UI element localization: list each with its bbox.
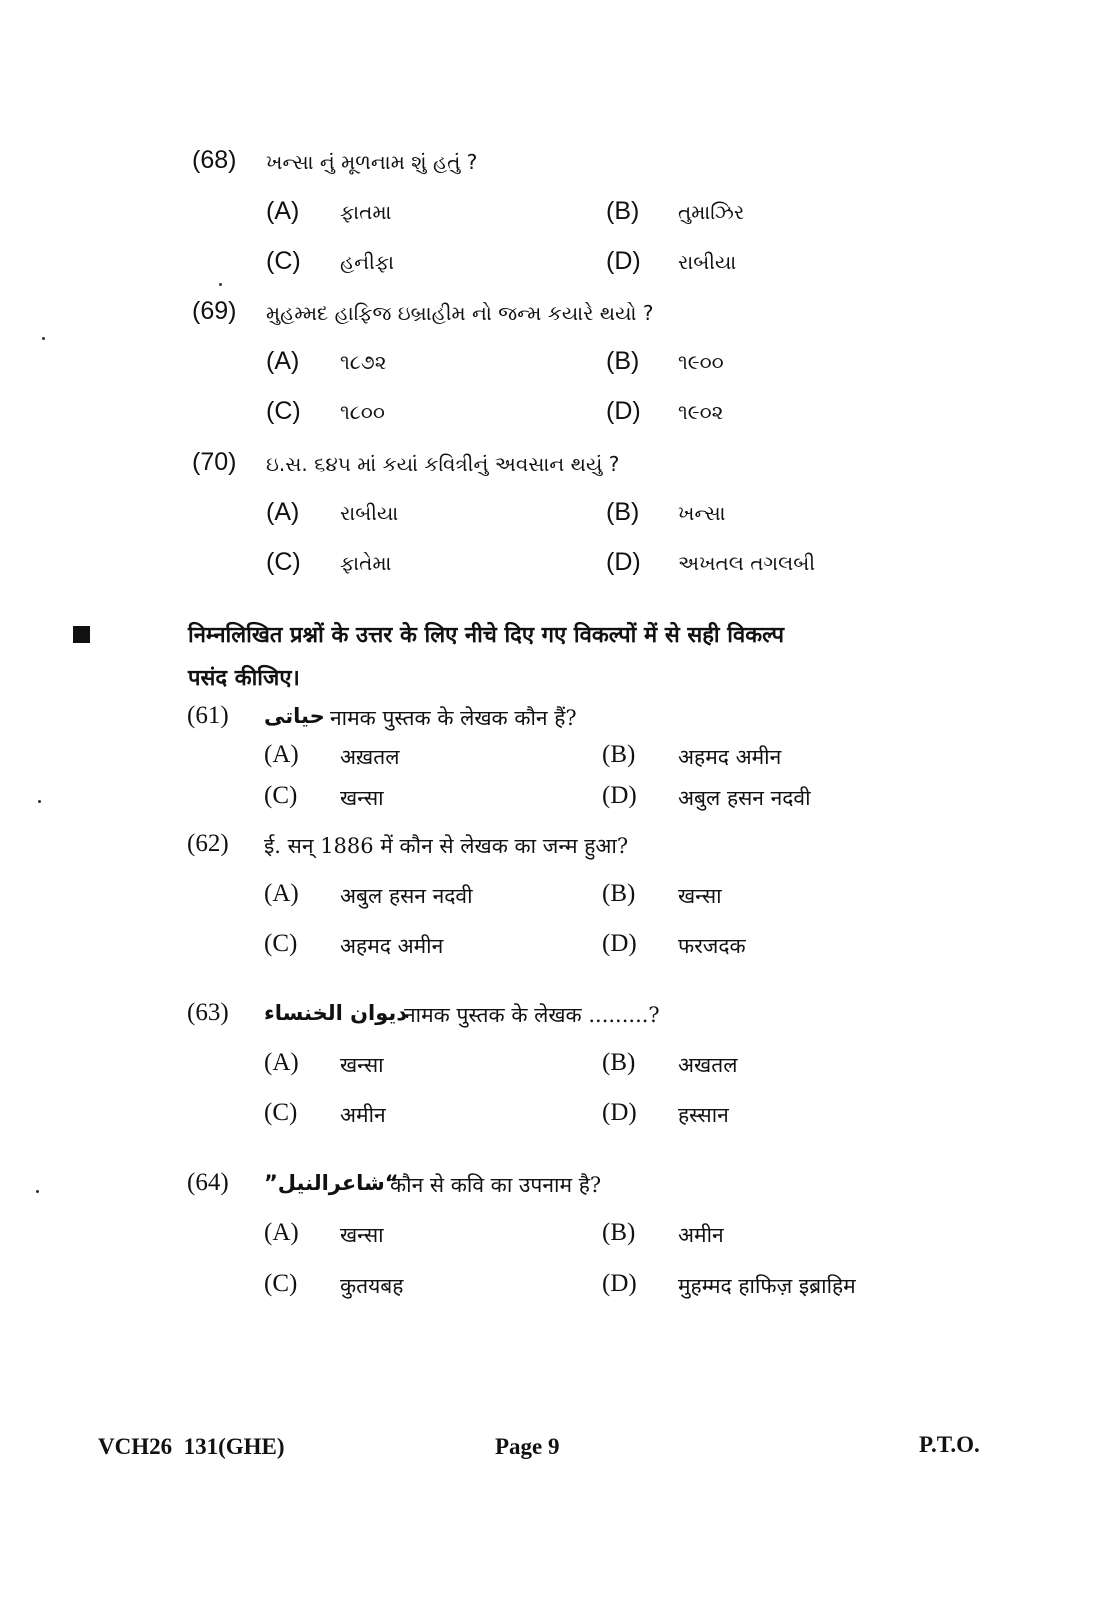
- option-letter: (B): [606, 347, 640, 375]
- option-letter: (A): [264, 1219, 299, 1246]
- option-text: मुहम्मद हाफिज़ इब्राहिम: [678, 1274, 856, 1298]
- question-number: (64): [187, 1169, 229, 1196]
- option-letter: (B): [602, 741, 636, 768]
- option-text: રાબીયા: [678, 250, 737, 274]
- option-letter: (C): [266, 397, 301, 425]
- question-number: (69): [192, 297, 237, 325]
- option-text: हस्सान: [678, 1103, 729, 1127]
- option-text: હનીફા: [340, 250, 395, 274]
- option-text: ૧૮૭૨: [340, 350, 387, 374]
- option-text: खन्सा: [678, 884, 722, 908]
- option-text: खन्सा: [340, 786, 384, 810]
- option-text: अहमद अमीन: [340, 934, 444, 958]
- option-letter: (D): [602, 1099, 637, 1126]
- option-text: अमीन: [340, 1103, 386, 1127]
- option-letter: (D): [606, 247, 641, 275]
- question-number: (63): [187, 999, 229, 1026]
- question-text: મુહમ્મદ હાફિજ ઇબ્રાહીમ નો જન્મ કયારે થયો ?: [266, 301, 654, 325]
- question-number: (70): [192, 448, 237, 476]
- question-number: (62): [187, 830, 229, 857]
- question-text: ઇ.સ. ૬૪૫ માં કયાં કવિત્રીનું અવસાન થયું ?: [266, 452, 620, 476]
- option-letter: (C): [264, 782, 298, 809]
- option-letter: (A): [266, 197, 300, 225]
- option-letter: (D): [606, 397, 641, 425]
- section-bullet: [73, 626, 90, 643]
- option-letter: (A): [264, 1049, 299, 1076]
- option-letter: (B): [602, 1219, 636, 1246]
- option-text: अबुल हसन नदवी: [678, 786, 811, 810]
- option-letter: (A): [264, 741, 299, 768]
- option-text: અખતલ તગલબી: [678, 551, 816, 575]
- option-letter: (C): [266, 247, 301, 275]
- option-letter: (C): [264, 1099, 298, 1126]
- question-text: नामक पुस्तक के लेखक .........?: [404, 1003, 660, 1027]
- option-letter: (B): [602, 880, 636, 907]
- pto-label: P.T.O.: [919, 1432, 980, 1457]
- question-number: (68): [192, 146, 237, 174]
- option-text: ૧૮૦૦: [340, 400, 385, 424]
- option-text: अख़तल: [340, 745, 400, 769]
- section-instruction: निम्नलिखित प्रश्नों के उत्तर के लिए नीचे दिए गए विकल्पों में से सही विकल्प: [188, 622, 785, 648]
- option-letter: (D): [606, 548, 641, 576]
- option-text: ૧૯૦૦: [678, 350, 724, 374]
- option-text: તુમાઝિર: [678, 200, 745, 224]
- question-text: नामक पुस्तक के लेखक कौन हैं?: [330, 706, 577, 730]
- question-number: (61): [187, 702, 229, 729]
- scan-speck: [42, 337, 45, 340]
- scan-speck: [38, 800, 41, 803]
- paper-code: VCH26 131(GHE): [98, 1434, 285, 1459]
- scan-speck: [219, 283, 222, 286]
- option-letter: (C): [266, 548, 301, 576]
- option-letter: (C): [264, 1270, 298, 1297]
- option-text: अबुल हसन नदवी: [340, 884, 473, 908]
- option-text: ફાતમા: [340, 200, 392, 224]
- question-text: ई. सन् 1886 में कौन से लेखक का जन्म हुआ?: [264, 834, 629, 858]
- option-letter: (C): [264, 930, 298, 957]
- option-text: ૧૯૦૨: [678, 400, 724, 424]
- option-text: ફાતેમા: [340, 551, 392, 575]
- option-text: कुतयबह: [340, 1274, 404, 1298]
- option-letter: (D): [602, 1270, 637, 1297]
- option-text: अमीन: [678, 1223, 724, 1247]
- option-letter: (A): [266, 498, 300, 526]
- arabic-title: “شاعرالنيل”: [264, 1171, 399, 1195]
- option-letter: (D): [602, 782, 637, 809]
- option-text: फरजदक: [678, 934, 746, 958]
- section-instruction-cont: पसंद कीजिए।: [188, 665, 300, 691]
- option-text: खन्सा: [340, 1223, 384, 1247]
- option-letter: (B): [602, 1049, 636, 1076]
- option-letter: (B): [606, 197, 640, 225]
- option-letter: (A): [264, 880, 299, 907]
- option-letter: (A): [266, 347, 300, 375]
- question-text: कौन से कवि का उपनाम है?: [390, 1173, 602, 1197]
- option-letter: (D): [602, 930, 637, 957]
- option-text: ખન્સા: [678, 501, 726, 525]
- arabic-title: ديوان الخنساء: [264, 1001, 408, 1025]
- page-number: Page 9: [495, 1434, 560, 1459]
- arabic-title: حياتى: [264, 704, 325, 728]
- option-text: अहमद अमीन: [678, 745, 782, 769]
- option-text: રાબીયા: [340, 501, 399, 525]
- option-text: खन्सा: [340, 1053, 384, 1077]
- scan-speck: [36, 1190, 39, 1193]
- option-letter: (B): [606, 498, 640, 526]
- option-text: अखतल: [678, 1053, 738, 1077]
- question-text: ખન્સા નું મૂળનામ શું હતું ?: [266, 150, 478, 174]
